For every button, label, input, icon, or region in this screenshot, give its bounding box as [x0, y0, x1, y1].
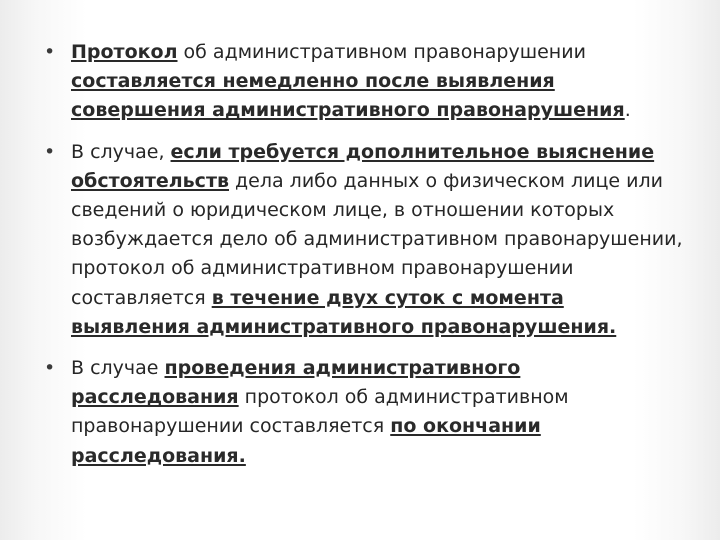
bold-underlined-text: Протокол: [71, 41, 178, 63]
bullet-item: [44, 38, 684, 126]
bullet-item: [44, 138, 684, 342]
bold-underlined-text: по окончании расследования.: [71, 415, 541, 467]
body-text: протокол об административном правонарушении составляется: [71, 386, 569, 438]
bold-underlined-text: в течение двух суток с момента выявления административного правонарушения.: [71, 286, 617, 338]
bold-underlined-text: проведения административного расследования: [71, 357, 521, 409]
bullet-icon: •: [44, 140, 56, 163]
bullet-list: [44, 38, 684, 483]
bold-underlined-text: если требуется дополнительное выяснение обстоятельств: [71, 140, 655, 192]
bullet-icon: •: [44, 357, 56, 380]
body-text: дела либо данных о физическом лице или сведений о юридическом лице, в отношении которых возбуждается дело об административном правонарушении, протокол об административном правонарушении составляется: [71, 169, 683, 309]
body-text: .: [624, 99, 631, 122]
bullet-icon: •: [44, 41, 56, 63]
bold-underlined-text: составляется немедленно после выявления совершения административного правонарушения: [71, 70, 625, 122]
body-text: об административном правонарушении: [177, 41, 586, 63]
body-text: В случае: [71, 357, 165, 380]
body-text: В случае,: [71, 140, 171, 163]
bullet-item: [44, 354, 684, 471]
